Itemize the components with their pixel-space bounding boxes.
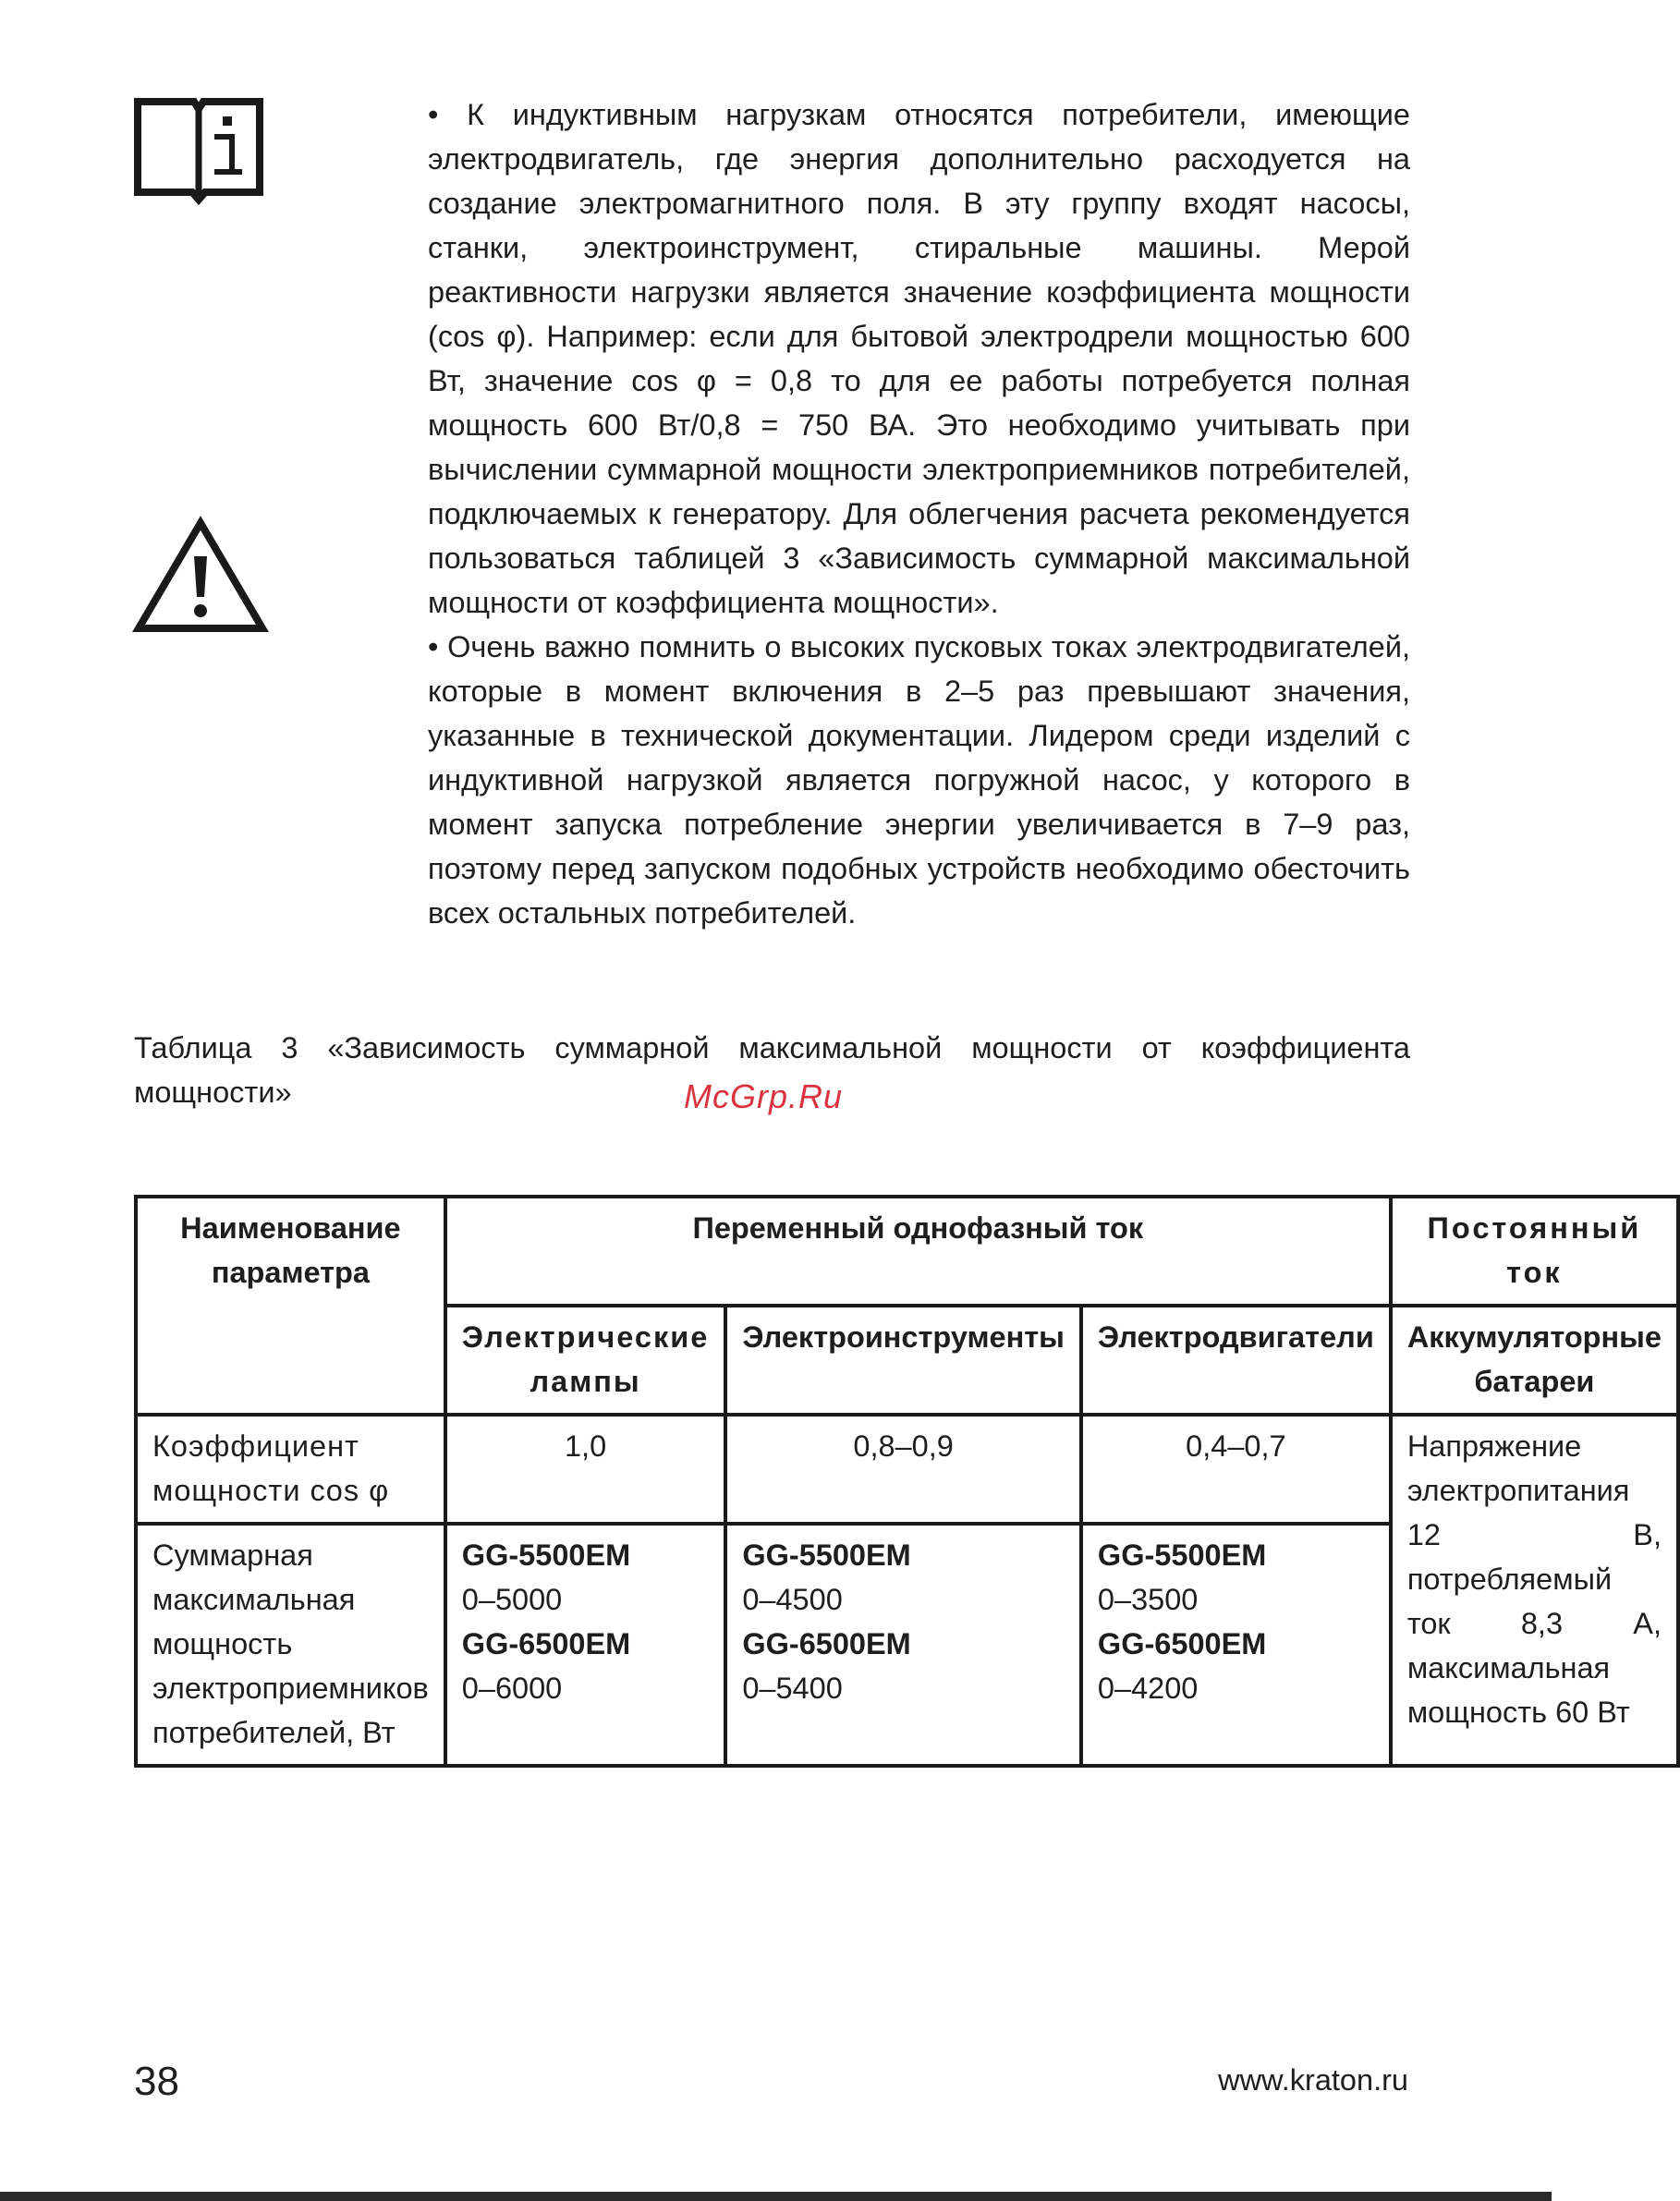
header-tools: Электроинструменты [725,1306,1081,1415]
body-text [428,92,1410,935]
header-batteries: Аккумуляторные батареи [1391,1306,1678,1415]
power-range: 0–6000 [461,1672,563,1705]
website-link[interactable]: www.kraton.ru [1218,2063,1408,2097]
tools-power-factor: 0,8–0,9 [725,1415,1081,1524]
power-range: 0–4500 [742,1583,843,1616]
row-power-factor-label: Коэффициент мощности cos φ [136,1415,445,1524]
model-name: GG-6500EM [1097,1627,1267,1660]
model-name: GG-5500EM [742,1538,911,1572]
lamps-total-power [445,1524,726,1766]
header-ac: Переменный однофазный ток [445,1197,1391,1306]
motors-power-factor: 0,4–0,7 [1081,1415,1391,1524]
page-number: 38 [134,2059,179,2104]
motors-total-power [1081,1524,1391,1766]
header-dc: Постоянный ток [1391,1197,1678,1306]
watermark: McGrp.Ru [684,1077,844,1115]
manual-info-icon [133,96,264,203]
model-name: GG-6500EM [742,1627,911,1660]
lamps-power-factor: 1,0 [445,1415,726,1524]
model-name: GG-5500EM [461,1538,631,1572]
paragraph-starting-currents: • Очень важно помнить о высоких пусковых токах электродвигателей, которые в момент включения в 2–5 раз превышают значения, указанные в технической документации. Лидером среди изделий с индуктивной нагрузкой является погружной насос, у которого в момент запуска потребление энергии увеличивается в 7–9 раз, поэтому перед запуском подобных устройств необходимо обесточить всех остальных потребителей. [428,630,1410,930]
dc-battery-note: Напряжение электропитания 12 В, потребляемый ток 8,3 А, максимальная мощность 60 Вт [1391,1415,1678,1766]
bottom-edge [0,2192,1552,2201]
tools-total-power [725,1524,1081,1766]
power-range: 0–3500 [1097,1583,1199,1616]
power-table [134,1195,1680,1768]
power-range: 0–5000 [461,1583,563,1616]
warning-icon [133,516,268,634]
paragraph-inductive-loads: • К индуктивным нагрузкам относятся потребители, имеющие электродвигатель, где энергия дополнительно расходуется на создание электромагнитного поля. В эту группу входят насосы, станки, электроинструмент, стиральные машины. Мерой реактивности нагрузки является значение коэффициента мощности (cos φ). Например: если для бытовой электродрели мощностью 600 Вт, значение cos φ = 0,8 то для ее работы потребуется полная мощность 600 Вт/0,8 = 750 ВА. Это необходимо учитывать при вычислении суммарной мощности электроприемников потребителей, подключаемых к генератору. Для облегчения расчета рекомендуется пользоваться таблицей 3 «Зависимость суммарной максимальной мощности от коэффициента мощности». [428,98,1410,619]
model-name: GG-6500EM [461,1627,631,1660]
power-range: 0–4200 [1097,1672,1199,1705]
header-param: Наименование параметра [136,1197,445,1415]
header-lamps: Электрические лампы [445,1306,726,1415]
table-caption: Таблица 3 «Зависимость суммарной максимальной мощности от коэффициента мощности» [134,1031,1410,1109]
model-name: GG-5500EM [1097,1538,1267,1572]
row-total-power-label: Суммарная максимальная мощность электроприемников потребителей, Вт [136,1524,445,1766]
power-range: 0–5400 [742,1672,843,1705]
header-motors: Электродвигатели [1081,1306,1391,1415]
